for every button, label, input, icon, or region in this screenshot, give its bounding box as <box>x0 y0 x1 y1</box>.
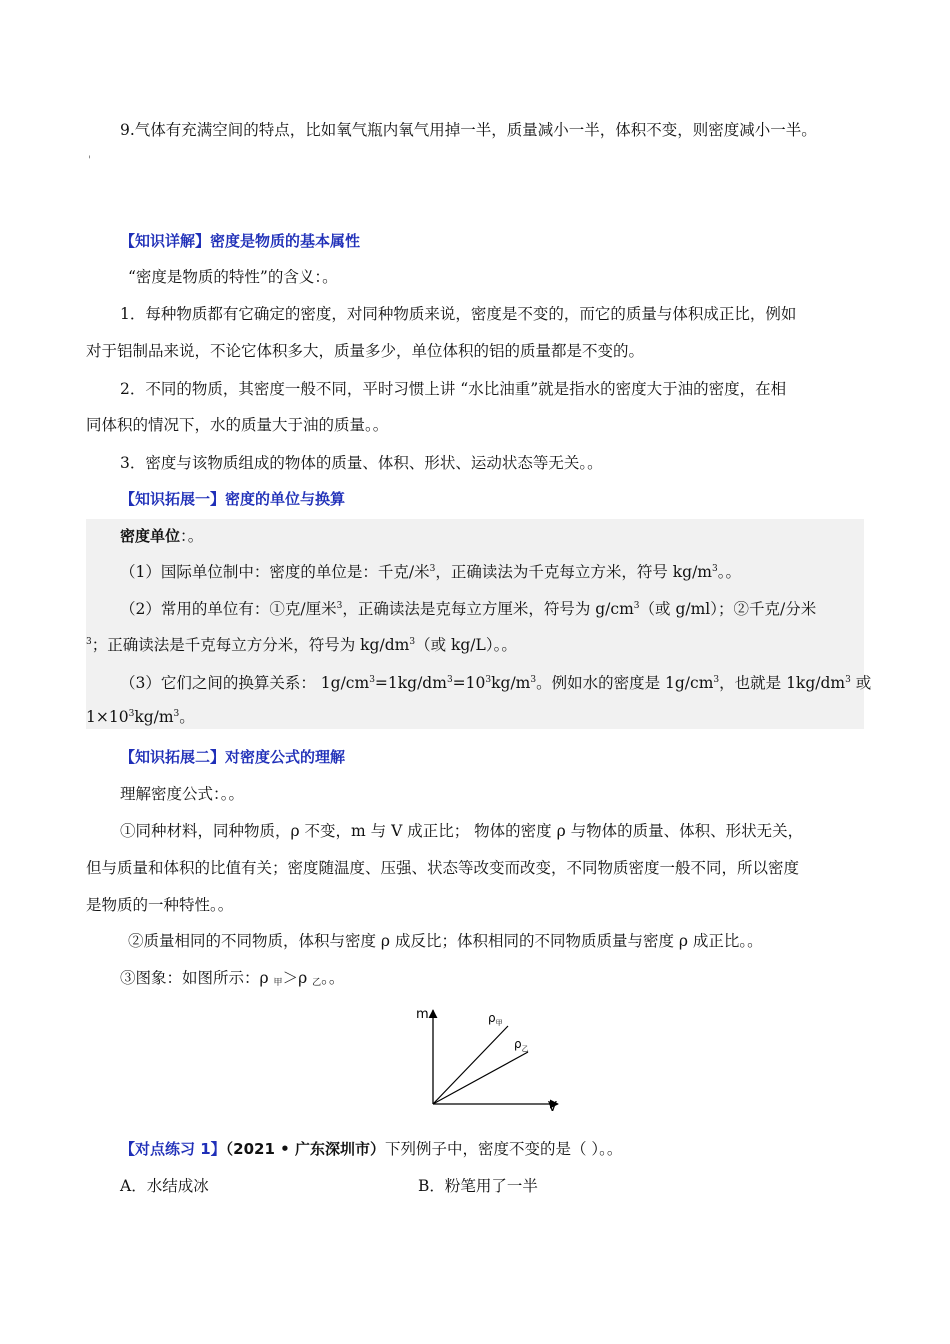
item-1-line-b: 对于铝制品来说，不论它体积多大，质量多少，单位体积的铝的质量都是不变的。 <box>86 342 645 360</box>
section-heading-formula <box>120 746 345 768</box>
formula-intro: 理解密度公式：。。 <box>120 785 245 803</box>
paragraph-9: 9.气体有充满空间的特点，比如氧气瓶内氧气用掉一半，质量减小一半，体积不变，则密度减小一半。 <box>120 121 817 139</box>
unit-line-3 <box>86 634 517 656</box>
text: =1kg/dm <box>374 674 447 692</box>
formula-point-1-b: 但与质量和体积的比值有关；密度随温度、压强、状态等改变而改变，不同物质密度一般不同，所以密度 <box>86 859 800 877</box>
text: 或 <box>850 674 872 692</box>
superscript: 3 <box>446 675 453 685</box>
subscript: 甲 <box>273 978 283 988</box>
text: ；正确读法是千克每立方分米，符号为 kg/dm <box>91 636 410 654</box>
line-jia <box>433 1026 508 1104</box>
superscript: 3 <box>369 675 375 685</box>
line-jia-label <box>488 1011 503 1027</box>
text: （或 kg/L）。。 <box>415 636 517 654</box>
text: kg/m <box>134 708 174 726</box>
option-a[interactable]: A．水结成冰 <box>120 1177 209 1195</box>
rho: ρ <box>488 1011 496 1025</box>
unit-line-4 <box>120 672 871 694</box>
superscript: 3 <box>530 675 537 685</box>
rho: ρ <box>514 1037 522 1051</box>
superscript: 3 <box>86 637 92 647</box>
text: 。。 <box>717 563 741 581</box>
shaded-box <box>86 519 864 729</box>
text: （1）国际单位制中：密度的单位是：千克/米 <box>120 563 430 581</box>
exercise-tag: 【对点练习 1】 <box>120 1140 226 1158</box>
section-title: 对密度公式的理解 <box>225 748 346 766</box>
formula-point-2: ②质量相同的不同物质，体积与密度 ρ 成反比；体积相同的不同物质质量与密度 ρ 成正比。。 <box>128 932 763 950</box>
item-3-line: 3．密度与该物质组成的物体的质量、体积、形状、运动状态等无关。。 <box>120 454 603 472</box>
superscript: 3 <box>713 675 720 685</box>
section-title: 密度的单位与换算 <box>225 490 346 508</box>
text: ，也就是 1kg/dm <box>719 674 846 692</box>
y-axis-label: m <box>416 1007 429 1022</box>
text: 。例如水的密度是 1g/cm <box>536 674 714 692</box>
section-title: 密度是物质的基本属性 <box>210 232 361 250</box>
unit-label: 密度单位 <box>120 527 181 545</box>
formula-point-3 <box>120 967 344 989</box>
section-heading-detail <box>120 230 360 252</box>
subscript: 乙 <box>521 1045 529 1053</box>
subscript: 乙 <box>312 978 322 988</box>
formula-point-1-c: 是物质的一种特性。。 <box>86 896 234 914</box>
section-heading-units <box>120 488 345 510</box>
exercise-line <box>120 1138 622 1160</box>
meaning-line: “密度是物质的特性”的含义：。 <box>128 268 338 286</box>
unit-line-5 <box>86 706 195 728</box>
option-b[interactable]: B．粉笔用了一半 <box>418 1177 538 1195</box>
item-1-line-a: 1．每种物质都有它确定的密度，对同种物质来说，密度是不变的，而它的质量与体积成正比，例如 <box>120 305 797 323</box>
superscript: 3 <box>128 709 135 719</box>
superscript: 3 <box>429 564 436 574</box>
text: 。 <box>179 708 195 726</box>
superscript: 3 <box>173 709 180 719</box>
superscript: 3 <box>336 601 343 611</box>
subscript: 甲 <box>495 1019 503 1027</box>
text: 。。 <box>321 969 345 987</box>
formula-point-1-a: ①同种材料，同种物质，ρ 不变，m 与 V 成正比； 物体的密度 ρ 与物体的质量、体积、形状无关， <box>120 822 804 840</box>
unit-line-2 <box>120 598 816 620</box>
text: （或 g/ml）；②千克/分米 <box>639 600 817 618</box>
line-yi-label <box>514 1037 529 1053</box>
superscript: 3 <box>712 564 718 574</box>
text: （3）它们之间的换算关系： 1g/cm <box>120 674 370 692</box>
line-yi <box>433 1052 528 1104</box>
item-2-line-b: 同体积的情况下，水的质量大于油的质量。。 <box>86 416 389 434</box>
stray-mark: ' <box>88 155 91 166</box>
text: ③图象：如图所示：ρ <box>120 969 274 987</box>
density-graph <box>408 1004 578 1112</box>
text: （2）常用的单位有：①克/厘米 <box>120 600 337 618</box>
superscript: 3 <box>845 675 851 685</box>
unit-label-line <box>120 525 203 547</box>
unit-line-1 <box>120 561 741 583</box>
section-tag: 【知识详解】 <box>120 232 211 250</box>
item-2-line-a: 2．不同的物质，其密度一般不同，平时习惯上讲 “水比油重”就是指水的密度大于油的密度，在相 <box>120 380 787 398</box>
x-axis-label: V <box>548 1100 557 1112</box>
text: =10 <box>452 674 486 692</box>
superscript: 3 <box>485 675 492 685</box>
unit-suffix: ：。 <box>180 527 204 545</box>
exercise-source: （2021 • 广东深圳市） <box>225 1140 385 1158</box>
section-tag: 【知识拓展一】 <box>120 490 226 508</box>
text: ＞ρ <box>282 969 313 987</box>
superscript: 3 <box>409 637 416 647</box>
text: ，正确读法为千克每立方米，符号 kg/m <box>435 563 712 581</box>
text: kg/m <box>491 674 531 692</box>
text: 1×10 <box>86 708 129 726</box>
exercise-question: 下列例子中，密度不变的是（ ）。。 <box>384 1140 623 1158</box>
section-tag: 【知识拓展二】 <box>120 748 226 766</box>
text: ，正确读法是克每立方厘米，符号为 g/cm <box>342 600 634 618</box>
superscript: 3 <box>633 601 640 611</box>
